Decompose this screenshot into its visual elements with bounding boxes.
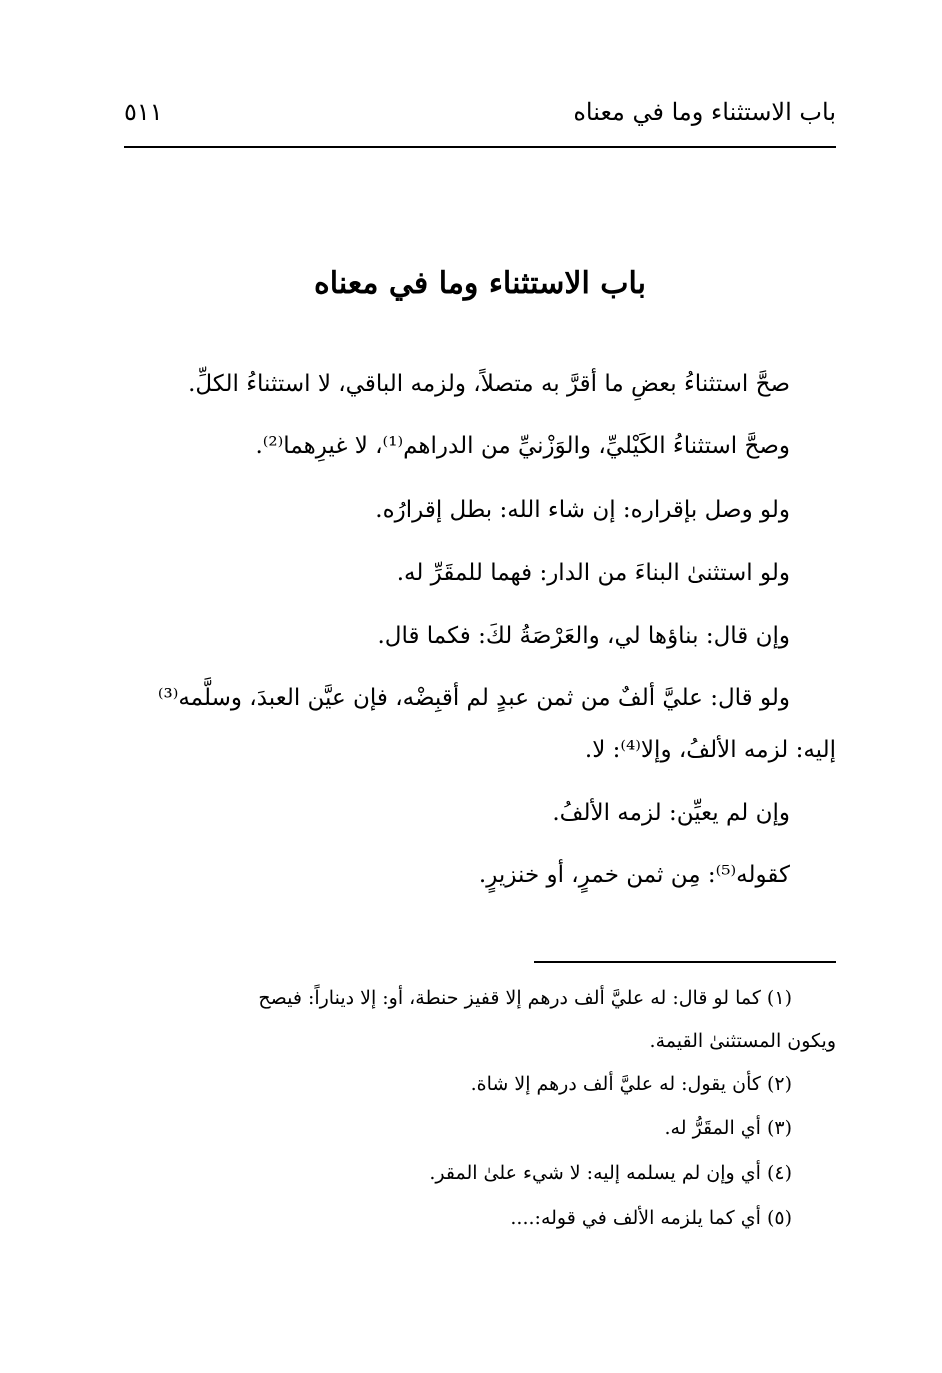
- footnote-5: (٥) أي كما يلزمه الألف في قوله:....: [510, 1207, 792, 1229]
- header-rule: [124, 146, 836, 148]
- footnote-1-line-1: (١) كما لو قال: له عليَّ ألف درهم إلا قفيز حنطة، أو: إلا ديناراً: فيصح: [258, 987, 792, 1009]
- page-number: ٥١١: [124, 98, 163, 126]
- body-line-2: وصحَّ استثناءُ الكَيْليِّ، والوَزْنيِّ من الدراهم⁽¹⁾، لا غيرِهما⁽²⁾.: [255, 433, 790, 459]
- body-line-6b: إليه: لزمه الألفُ، وإلا⁽⁴⁾: لا.: [584, 737, 836, 763]
- footnote-2: (٢) كأن يقول: له عليَّ ألف درهم إلا شاة.: [470, 1073, 792, 1095]
- body-line-8: كقوله⁽⁵⁾: مِن ثمن خمرٍ، أو خنزيرٍ.: [478, 862, 790, 888]
- body-line-4: ولو استثنىٰ البناءَ من الدار: فهما للمقَرِّ له.: [396, 560, 790, 586]
- footnote-3: (٣) أي المقَرُّ له.: [664, 1117, 792, 1139]
- footnote-4: (٤) أي وإن لم يسلمه إليه: لا شيء علىٰ المقر.: [429, 1162, 792, 1184]
- body-line-3: ولو وصل بإقراره: إن شاء الله: بطل إقرارُه.: [375, 497, 790, 523]
- footnote-rule: [534, 961, 836, 963]
- footnote-1-line-2: ويكون المستثنىٰ القيمة.: [649, 1030, 836, 1052]
- body-line-5: وإن قال: بناؤها لي، والعَرْصَةُ لكَ: فكما قال.: [377, 623, 790, 649]
- body-line-6a: ولو قال: عليَّ ألفٌ من ثمن عبدٍ لم أقبِضْه، فإن عيَّن العبدَ، وسلَّمه⁽³⁾: [157, 685, 790, 711]
- running-title: باب الاستثناء وما في معناه: [573, 98, 836, 126]
- body-line-7: وإن لم يعيِّن: لزمه الألفُ.: [552, 800, 790, 826]
- body-line-1: صحَّ استثناءُ بعضِ ما أقرَّ به متصلاً، ولزمه الباقي، لا استثناءُ الكلِّ.: [188, 371, 790, 397]
- chapter-title: باب الاستثناء وما في معناه: [314, 266, 646, 301]
